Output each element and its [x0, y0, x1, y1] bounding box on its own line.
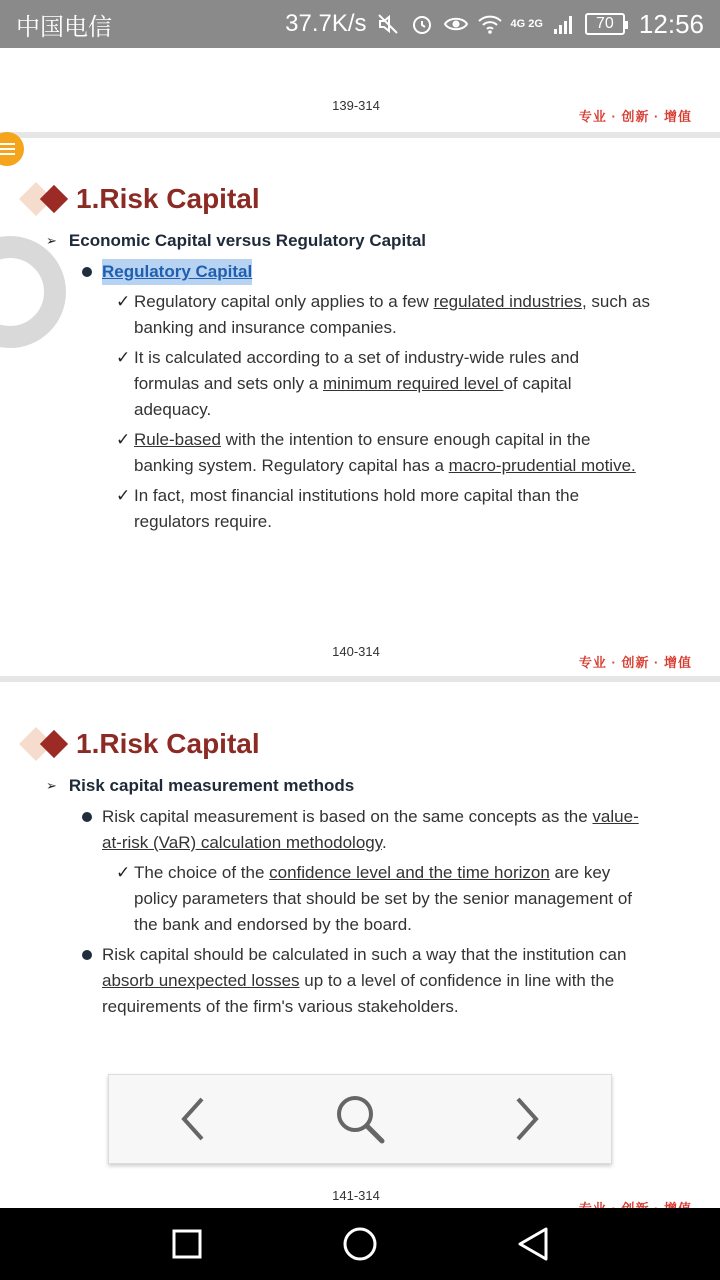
document-viewer[interactable] — [0, 48, 720, 1208]
network-type: 4G 2G — [510, 17, 543, 30]
menu-lines-icon — [0, 143, 15, 155]
check-icon: ✓ — [116, 863, 131, 882]
system-navigation-bar — [0, 1208, 720, 1280]
section-heading: ➢ Risk capital measurement methods — [46, 776, 355, 795]
highlighted-text[interactable]: Regulatory Capital — [102, 259, 252, 285]
slide-title: 1.Risk Capital — [20, 727, 260, 761]
check-icon: ✓ — [116, 292, 131, 311]
bullet-dot-icon — [82, 950, 92, 960]
arrow-bullet-icon: ➢ — [46, 233, 57, 248]
square-icon — [171, 1228, 203, 1260]
status-bar — [0, 0, 720, 48]
check-item: ✓ Regulatory capital only applies to a few regulated industries, such as banking and insurance companies. — [116, 289, 650, 341]
bullet-dot-icon — [82, 812, 92, 822]
search-button[interactable] — [330, 1089, 390, 1149]
check-icon: ✓ — [116, 486, 131, 505]
wifi-icon — [477, 11, 503, 37]
page-navigation-toolbar — [108, 1074, 612, 1164]
diamond-icon — [20, 182, 72, 216]
brand-slogan: 专业 · 创新 · 增值 — [578, 109, 692, 124]
slide-title: 1.Risk Capital — [20, 182, 260, 216]
check-icon: ✓ — [116, 430, 131, 449]
page-divider — [0, 676, 720, 682]
page-number: 139-314 — [332, 98, 380, 113]
previous-page-button[interactable] — [163, 1089, 223, 1149]
bullet-item: Risk capital measurement is based on the same concepts as the value- at-risk (VaR) calculation methodology. — [82, 804, 639, 856]
clock: 12:56 — [638, 8, 704, 39]
check-icon: ✓ — [116, 348, 131, 367]
battery-indicator: 70 — [585, 13, 625, 35]
check-item: ✓ Rule-based with the intention to ensure enough capital in the banking system. Regulatory capital has a macro-prudential motive. — [116, 427, 636, 479]
brand-slogan: 专业 · 创新 · 增值 — [578, 655, 692, 670]
floating-ring-button[interactable] — [0, 236, 66, 348]
signal-icon — [551, 11, 577, 37]
triangle-back-icon — [516, 1226, 550, 1262]
eye-icon — [443, 11, 469, 37]
chevron-right-icon — [512, 1095, 542, 1143]
bullet-item: Risk capital should be calculated in such a way that the institution can absorb unexpected losses up to a level of confidence in line with the requirements of the firm's various stakeholders. — [82, 942, 626, 1020]
check-item: ✓ The choice of the confidence level and the time horizon are key policy parameters that should be set by the senior management of the bank and endorsed by the board. — [116, 860, 632, 938]
section-heading: ➢ Economic Capital versus Regulatory Capital — [46, 231, 427, 250]
search-icon — [332, 1091, 388, 1147]
carrier-name: 中国电信 — [16, 13, 112, 41]
recents-button[interactable] — [167, 1224, 207, 1264]
page-divider — [0, 132, 720, 138]
alarm-icon — [409, 11, 435, 37]
circle-icon — [342, 1226, 378, 1262]
network-speed: 37.7K/s — [285, 10, 367, 37]
back-button[interactable] — [513, 1224, 553, 1264]
arrow-bullet-icon: ➢ — [46, 778, 57, 793]
page-number: 141-314 — [332, 1188, 380, 1203]
diamond-icon — [20, 727, 72, 761]
mute-icon — [375, 11, 401, 37]
check-item: ✓ It is calculated according to a set of industry-wide rules and formulas and sets only a minimum required level of capital adequacy. — [116, 345, 579, 423]
bullet-item — [82, 259, 252, 285]
check-item: ✓ In fact, most financial institutions hold more capital than the regulators require. — [116, 483, 579, 535]
chevron-left-icon — [178, 1095, 208, 1143]
next-page-button[interactable] — [497, 1089, 557, 1149]
home-button[interactable] — [340, 1224, 380, 1264]
bullet-dot-icon — [82, 267, 92, 277]
page-number: 140-314 — [332, 644, 380, 659]
